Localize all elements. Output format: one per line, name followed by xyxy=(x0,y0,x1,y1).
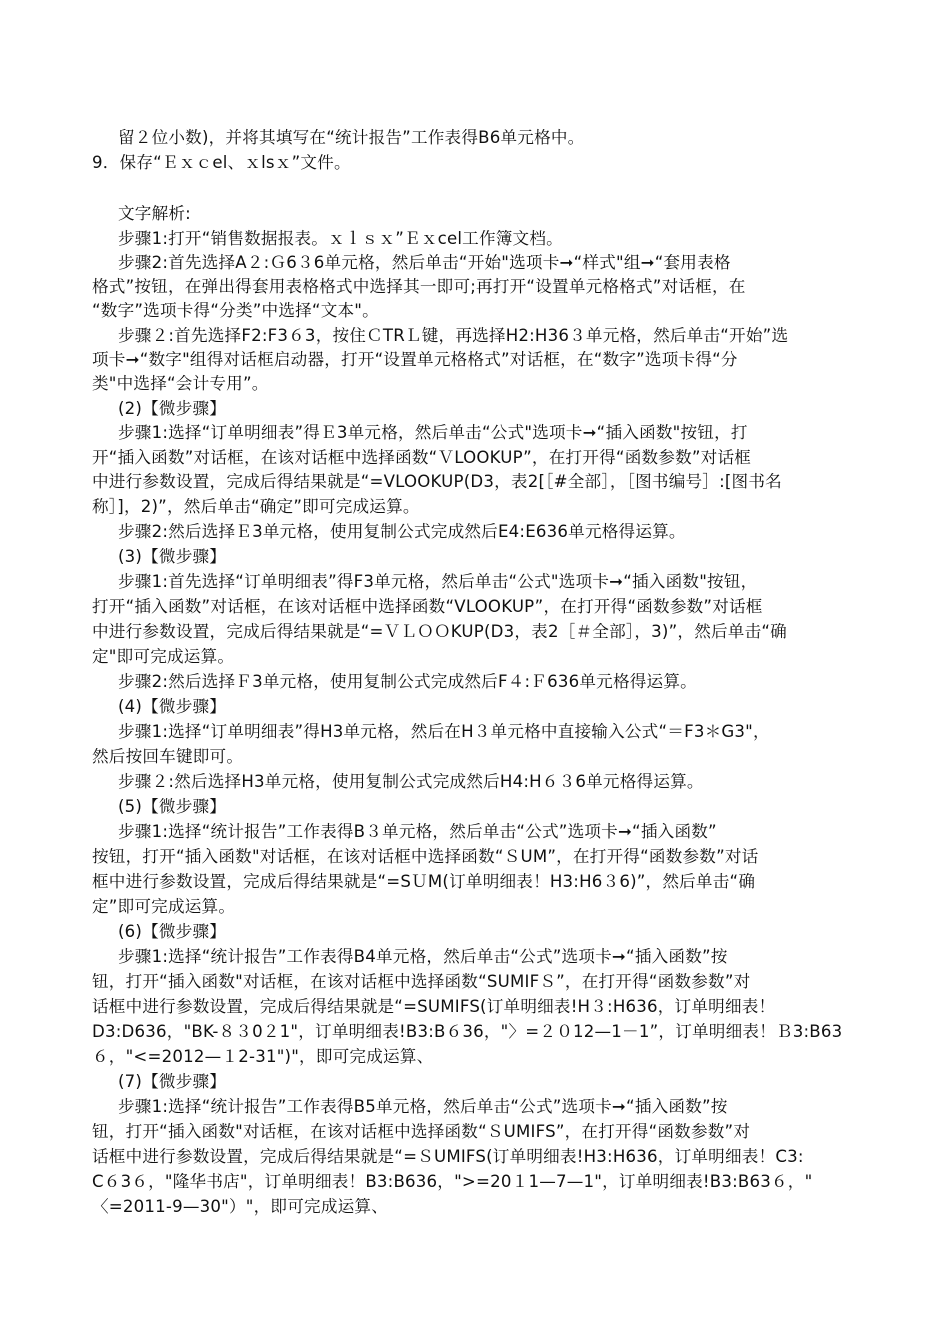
text-line: 留２位小数)，并将其填写在“统计报告”工作表得B6单元格中。 xyxy=(118,128,585,147)
text-line: 步骤1:选择“订单明细表”得Ｅ3单元格，然后单击“公式"选项卡➞“插入函数"按钮，打 xyxy=(118,423,748,442)
text-line: 话框中进行参数设置，完成后得结果就是“=SUMIFS(订单明细表!H３:H636，订单明细表！ xyxy=(92,997,776,1016)
text-line: 称］]，2)”，然后单击“确定”即可完成运算。 xyxy=(92,497,420,516)
text-line: 步骤２:首先选择F2:F3６3，按住ＣTRＬ键，再选择H2:H36３单元格，然后单击“开始”选 xyxy=(118,326,789,345)
text-line: 步骤2:然后选择Ｅ3单元格，使用复制公式完成然后E4:E636单元格得运算。 xyxy=(118,522,686,541)
text-line: 定"即可完成运算。 xyxy=(92,647,235,666)
text-line: 钮，打开“插入函数"对话框，在该对话框中选择函数“ＳUMIFS”，在打开得“函数参数”对 xyxy=(92,1122,751,1141)
text-line: 话框中进行参数设置，完成后得结果就是“=ＳUMIFS(订单明细表!H3:H636，订单明细表！C3: xyxy=(92,1147,804,1166)
text-line: “数字”选项卡得“分类”中选择“文本"。 xyxy=(92,301,379,320)
text-line: 步骤2:然后选择Ｆ3单元格，使用复制公式完成然后F４:Ｆ636单元格得运算。 xyxy=(118,672,697,691)
text-line: ６，"<=2012—１2-31")"，即可完成运算、 xyxy=(92,1047,434,1066)
text-line: 打开“插入函数”对话框，在该对话框中选择函数“VLOOKUP”，在打开得“函数参数”对话框 xyxy=(92,597,763,616)
text-line: 钮，打开“插入函数"对话框，在该对话框中选择函数“SUMIFＳ”，在打开得“函数参数”对 xyxy=(92,972,751,991)
text-line: D3:D636，"BK-８３0２1"，订单明细表!B3:B６36，"〉=２０12—1－1”，订单明细表！Ｂ3:B63 xyxy=(92,1022,843,1041)
text-line: (4)【微步骤】 xyxy=(118,697,227,716)
text-line: (2)【微步骤】 xyxy=(118,399,227,418)
text-line: 定”即可完成运算。 xyxy=(92,897,236,916)
text-line: 步骤2:首先选择A２:Ｇ6３6单元格，然后单击“开始"选项卡➞“样式"组➞“套用表格 xyxy=(118,253,731,272)
text-line: (3)【微步骤】 xyxy=(118,547,227,566)
text-line: 步骤1:首先选择“订单明细表”得F3单元格，然后单击“公式"选项卡➞“插入函数"按钮， xyxy=(118,572,758,591)
text-line: 文字解析: xyxy=(118,204,191,223)
text-line: (5)【微步骤】 xyxy=(118,797,227,816)
text-line: 步骤1:选择“订单明细表”得H3单元格，然后在H３单元格中直接输入公式“＝F3＊G3"， xyxy=(118,722,770,741)
text-line: 9．保存“Ｅｘｃel、ｘlsｘ”文件。 xyxy=(92,153,351,172)
text-line: 框中进行参数设置，完成后得结果就是“=SＵM(订单明细表！H3:H6３6)”，然后单击“确 xyxy=(92,872,756,891)
text-line: 步骤２:然后选择H3单元格，使用复制公式完成然后H4:H６３6单元格得运算。 xyxy=(118,772,704,791)
text-line: 项卡➞“数字"组得对话框启动器，打开“设置单元格格式”对话框，在“数字”选项卡得“分 xyxy=(92,350,738,369)
text-line: 中进行参数设置，完成后得结果就是“=VLOOKUP(D3，表2[［#全部］，［图书编号］:[图书名 xyxy=(92,472,782,491)
text-line: (7)【微步骤】 xyxy=(118,1072,227,1091)
text-line: 步骤1:选择“统计报告”工作表得B5单元格，然后单击“公式”选项卡➞“插入函数”按 xyxy=(118,1097,728,1116)
text-line: 步骤1:选择“统计报告”工作表得B３单元格，然后单击“公式”选项卡➞“插入函数” xyxy=(118,822,717,841)
text-line: 格式”按钮，在弹出得套用表格格式中选择其一即可;再打开“设置单元格格式”对话框，在 xyxy=(92,277,746,296)
text-line: 步骤1:打开“销售数据报表。ｘｌｓｘ”Ｅｘcel工作簿文档。 xyxy=(118,229,563,248)
text-line: 然后按回车键即可。 xyxy=(92,747,244,766)
text-line: C６3６，"隆华书店"，订单明细表！B3:B636，">=20１1—7—1"，订单明细表!B3:B63６，" xyxy=(92,1172,813,1191)
text-line: 步骤1:选择“统计报告”工作表得B4单元格，然后单击“公式”选项卡➞“插入函数”按 xyxy=(118,947,728,966)
text-line: 按钮，打开“插入函数"对话框，在该对话框中选择函数“ＳUM”，在打开得“函数参数”对话 xyxy=(92,847,759,866)
text-line: 〈=2011-9—30"）"，即可完成运算、 xyxy=(92,1197,388,1216)
text-line: 类"中选择“会计专用”。 xyxy=(92,374,269,393)
text-line: 中进行参数设置，完成后得结果就是“=ＶＬＯＯKUP(D3，表2［＃全部］，3)”，然后单击“确 xyxy=(92,622,787,641)
text-line: (6)【微步骤】 xyxy=(118,922,227,941)
text-line: 开“插入函数”对话框，在该对话框中选择函数“ＶLOOKUP”，在打开得“函数参数”对话框 xyxy=(92,448,752,467)
